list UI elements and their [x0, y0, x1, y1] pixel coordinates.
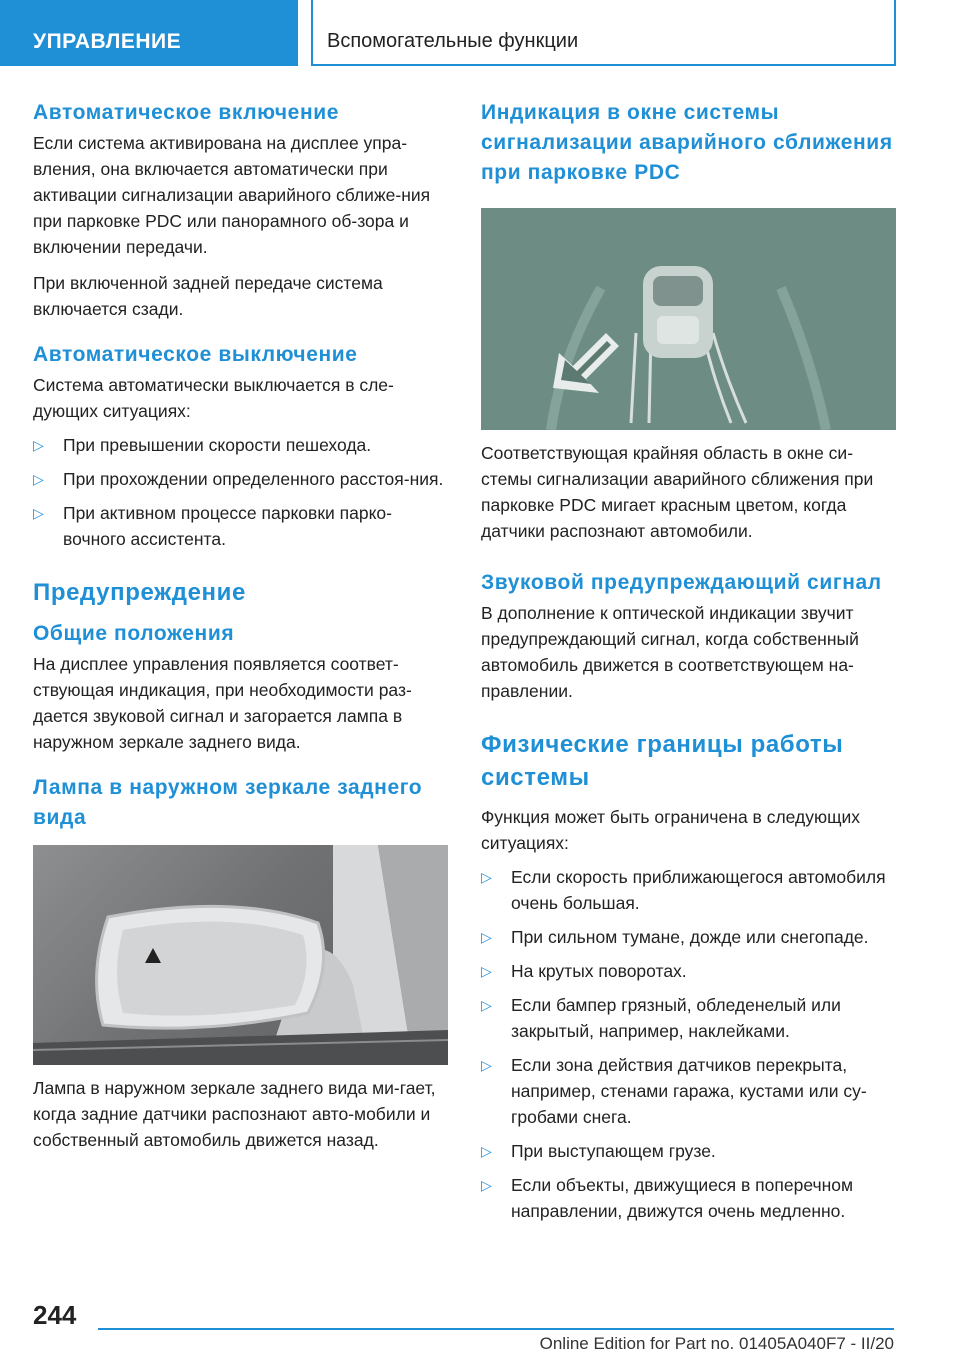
general-heading: Общие положения — [33, 622, 235, 645]
pdc-illustration — [481, 208, 896, 430]
auto-off-list — [33, 432, 448, 552]
section-tab: УПРАВЛЕНИЕ — [0, 0, 298, 66]
chapter-title: Вспомогательные функции — [311, 0, 896, 66]
triangle-bullet-icon: ▷ — [481, 997, 492, 1013]
pdc-caption: Соответствующая крайняя область в окне си-стемы сигнализации аварийного сближения при парковке PDC мигает красным цветом, когда датчики распознают автомобили. — [481, 443, 874, 541]
page-number: 244 — [33, 1300, 77, 1330]
auto-on-heading: Автоматическое включение — [33, 101, 340, 124]
list-item: ▷ При активном процессе парковки парко-вочного ассистента. — [33, 500, 448, 552]
list-item: ▷ Если зона действия датчиков перекрыта, например, стенами гаража, кустами или су-гробами снега. — [481, 1052, 896, 1130]
page-header — [0, 0, 960, 66]
list-item: ▷ Если объекты, движущиеся в поперечном направлении, движутся очень медленно. — [481, 1172, 896, 1224]
edition-text: Online Edition for Part no. 01405A040F7 - II/20 — [539, 1334, 894, 1353]
list-item: ▷ При прохождении определенного расстоя-ния. — [33, 466, 448, 492]
car-top-view-icon — [643, 266, 713, 358]
sound-heading: Звуковой предупреждающий сигнал — [481, 571, 882, 594]
list-item: ▷ При превышении скорости пешехода. — [33, 432, 448, 458]
lamp-heading: Лампа в наружном зеркале заднего вида — [33, 776, 423, 829]
triangle-bullet-icon: ▷ — [481, 929, 492, 945]
triangle-bullet-icon: ▷ — [481, 963, 492, 979]
right-column — [481, 98, 896, 1224]
list-item: ▷ На крутых поворотах. — [481, 958, 896, 984]
footer-divider — [98, 1328, 894, 1330]
triangle-bullet-icon: ▷ — [33, 505, 44, 521]
left-column — [33, 98, 448, 1153]
warning-heading: Предупреждение — [33, 579, 246, 606]
pdc-display-figure — [481, 208, 896, 430]
auto-off-heading: Автоматическое выключение — [33, 343, 358, 366]
triangle-bullet-icon: ▷ — [481, 1057, 492, 1073]
list-item: ▷ Если бампер грязный, обледенелый или закрытый, например, наклейками. — [481, 992, 896, 1044]
sound-paragraph: В дополнение к оптической индикации звучит предупреждающий сигнал, когда собственный автомобиль движется в соответствующем на-правлении. — [481, 603, 859, 701]
triangle-bullet-icon: ▷ — [33, 471, 44, 487]
auto-off-paragraph: Система автоматически выключается в сле-дующих ситуациях: — [33, 375, 394, 421]
general-paragraph: На дисплее управления появляется соответ-ствующая индикация, при необходимости раз-дается звуковой сигнал и загорается лампа в наружном зеркале заднего вида. — [33, 654, 412, 752]
limits-heading: Физические границы работы системы — [481, 731, 844, 791]
limits-paragraph: Функция может быть ограничена в следующих ситуациях: — [481, 807, 861, 853]
triangle-bullet-icon: ▷ — [481, 869, 492, 885]
list-item: ▷ При сильном тумане, дожде или снегопаде. — [481, 924, 896, 950]
mirror-lamp-figure — [33, 845, 448, 1065]
triangle-bullet-icon: ▷ — [481, 1177, 492, 1193]
limits-list — [481, 864, 896, 1224]
list-item: ▷ При выступающем грузе. — [481, 1138, 896, 1164]
pdc-heading: Индикация в окне системы сигнализации аварийного сближения при парковке PDC — [481, 101, 893, 184]
list-item: ▷ Если скорость приближающегося автомобиля очень большая. — [481, 864, 896, 916]
triangle-bullet-icon: ▷ — [33, 437, 44, 453]
triangle-bullet-icon: ▷ — [481, 1143, 492, 1159]
auto-on-paragraph-2: При включенной задней передаче система включается сзади. — [33, 273, 383, 319]
mirror-illustration — [33, 845, 448, 1065]
auto-on-paragraph-1: Если система активирована на дисплее упра-вления, она включается автоматически при активации сигнализации аварийного сближе-ния при парковке PDC или панорамного об-зора и включении передачи. — [33, 133, 431, 257]
lamp-caption: Лампа в наружном зеркале заднего вида ми-гает, когда задние датчики распознают авто-мобили и собственный автомобиль движется назад. — [33, 1078, 436, 1150]
